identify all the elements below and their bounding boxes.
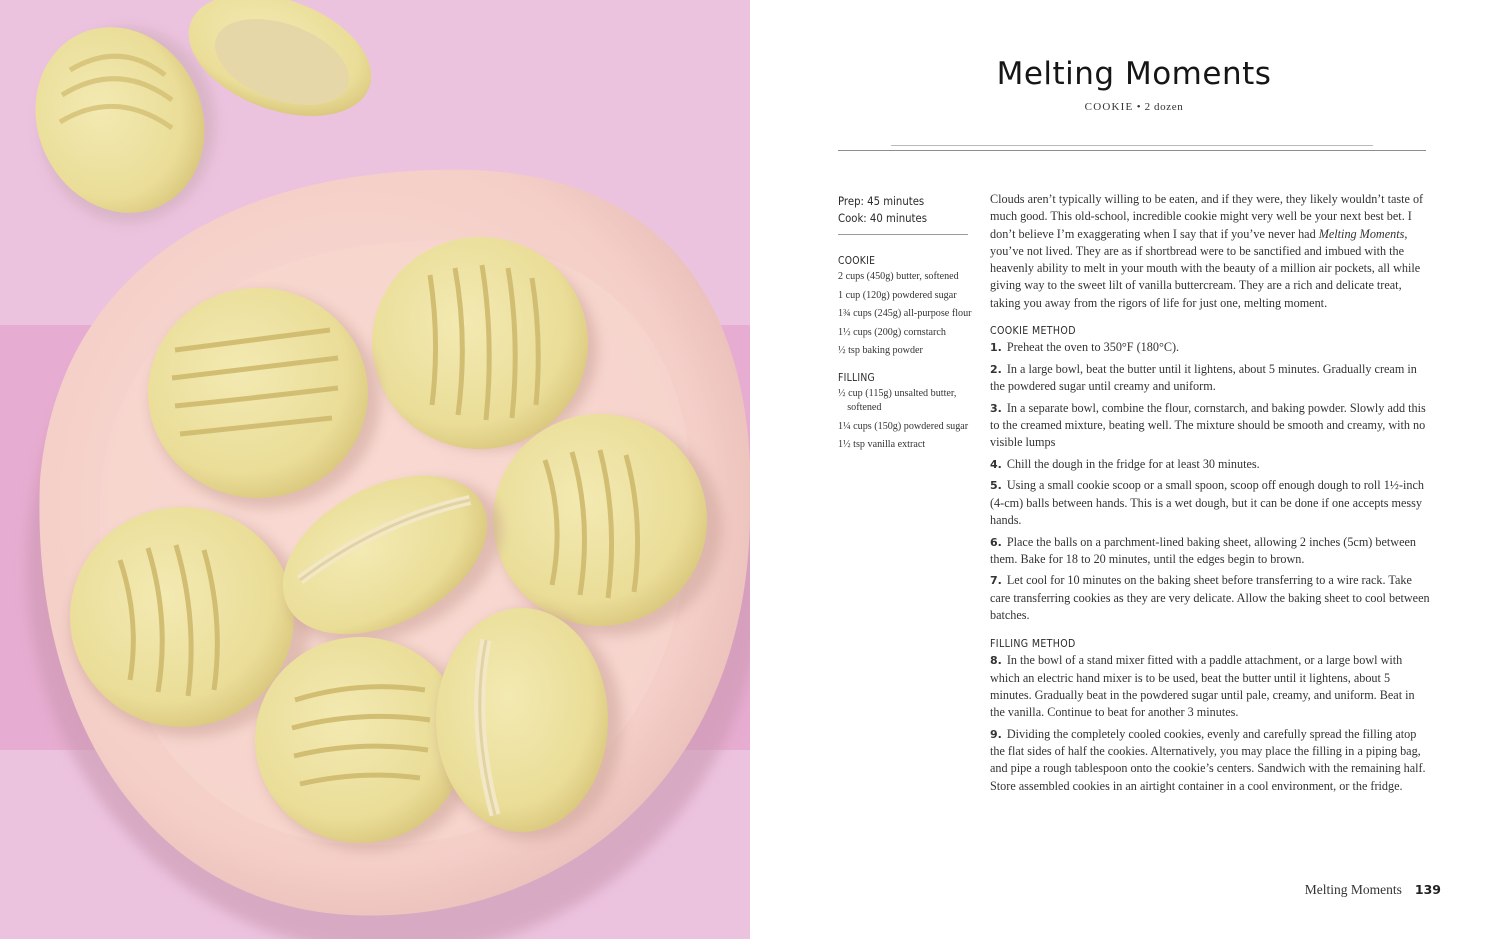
ingredients-sidebar: [838, 193, 970, 466]
step-text: In a separate bowl, combine the flour, cornstarch, and baking powder. Slowly add this to the creamed mixture, beating well. The mixture should be smooth and creamy, with no visible lumps: [990, 400, 1426, 450]
ingredient-item: ½ cup (115g) unsalted butter, softened: [838, 386, 957, 413]
intro-text: , you’ve not lived. They are as if shortbread were to be sanctified and imbued with the heavenly ability to melt in your mouth with the beauty of a million air pockets, all while giving way to the sweet lilt of vanilla buttercream. They are a rich and delicate treat, taking you away from the rigors of life for just one, melting moment.: [990, 226, 1421, 310]
method-step: [990, 456, 1430, 473]
ingredient-item: ½ tsp baking powder: [838, 344, 923, 356]
filling-ingredient-list: [838, 386, 970, 452]
recipe-page: [750, 0, 1500, 939]
method-step: [990, 477, 1430, 529]
method-step: [990, 572, 1430, 624]
subtitle-separator: •: [1136, 101, 1142, 113]
cook-time: Cook: 40 minutes: [838, 211, 928, 225]
step-text: In a large bowl, beat the butter until it lightens, about 5 minutes. Gradually cream in the powdered sugar until creamy and uniform.: [990, 361, 1417, 393]
recipe-category: COOKIE: [1084, 101, 1134, 113]
cookie-method-heading: COOKIE METHOD: [990, 325, 1076, 338]
recipe-body: [990, 191, 1430, 799]
intro-paragraph: [990, 191, 1430, 312]
cookie-ingredient-list: [838, 269, 970, 358]
step-number: 7.: [990, 574, 1002, 588]
step-text: Place the balls on a parchment-lined baking sheet, allowing 2 inches (5cm) between them. Bake for 18 to 20 minutes, until the edges begin to brown.: [990, 534, 1417, 566]
step-text: Let cool for 10 minutes on the baking sheet before transferring to a wire rack. Take care transferring cookies as they are very delicate. Allow the baking sheet to cool between batches.: [990, 573, 1430, 623]
step-text: Dividing the completely cooled cookies, evenly and carefully spread the filling atop the flat sides of half the cookies. Alternatively, you may place the filling in a piping bag, and pipe a rough tablespoon onto the cookie’s centers. Sandwich with the remaining half. Store assembled cookies in an airtight container in a cool environment, or the fridge.: [990, 726, 1426, 793]
ingredient-item: 2 cups (450g) butter, softened: [838, 270, 959, 282]
step-number: 8.: [990, 654, 1002, 668]
step-text: Preheat the oven to 350°F (180°C).: [1006, 340, 1180, 355]
method-step: [990, 339, 1430, 356]
ingredient-item: 1½ tsp vanilla extract: [838, 438, 926, 450]
recipe-title: Melting Moments: [996, 56, 1272, 92]
recipe-yield: 2 dozen: [1144, 101, 1184, 113]
step-number: 5.: [990, 479, 1002, 493]
ingredient-item: 1 cup (120g) powdered sugar: [838, 288, 957, 301]
method-step: [990, 652, 1430, 721]
method-step: [990, 400, 1430, 452]
prep-time: Prep: 45 minutes: [838, 194, 925, 208]
method-step: [990, 361, 1430, 396]
step-number: 9.: [990, 727, 1002, 741]
method-step: [990, 726, 1430, 795]
running-title: Melting Moments: [1304, 882, 1402, 897]
intro-italic-title: Melting Moments: [1318, 226, 1405, 241]
step-number: 3.: [990, 401, 1002, 415]
step-number: 1.: [990, 341, 1002, 355]
step-number: 4.: [990, 457, 1002, 471]
ingredient-group-heading: COOKIE: [838, 255, 876, 267]
title-rule-inner: [891, 145, 1373, 146]
ingredient-group-heading: FILLING: [838, 371, 875, 384]
filling-method-heading: FILLING METHOD: [990, 638, 1076, 651]
step-text: Using a small cookie scoop or a small spoon, scoop off enough dough to roll 1½-inch (4-cm) balls between hands. This is a wet dough, but it can be done if one accepts messy hands.: [990, 478, 1424, 527]
step-text: Chill the dough in the fridge for at least 30 minutes.: [1006, 456, 1260, 471]
step-number: 2.: [990, 362, 1002, 376]
ingredient-item: 1¾ cups (245g) all-purpose flour: [838, 307, 972, 319]
step-number: 6.: [990, 535, 1002, 549]
sidebar-rule: [838, 234, 968, 235]
step-text: In the bowl of a stand mixer fitted with a paddle attachment, or a large bowl with which an electric hand mixer is to be used, beat the butter until it lightens, about 5 minutes. Gradually beat in the powdered sugar until pale, creamy, and uniform. Beat in the vanilla. Continue to beat for another 3 minutes.: [990, 653, 1415, 720]
ingredient-item: 1½ cups (200g) cornstarch: [838, 325, 946, 338]
recipe-subtitle: [750, 101, 1500, 113]
cookie-method-steps: [990, 339, 1430, 624]
title-rule-outer: [838, 150, 1426, 151]
method-step: [990, 534, 1430, 569]
page-number: 139: [1414, 882, 1441, 897]
page-footer: [1305, 882, 1441, 898]
intro-text: Clouds aren’t typically willing to be eaten, and if they were, they likely wouldn’t taste of much good. This old-school, incredible cookie might very well be your next best bet. I don’t believe I’m exaggerating when I say that if you’ve never had: [990, 192, 1424, 241]
ingredient-item: 1¼ cups (150g) powdered sugar: [838, 419, 969, 432]
filling-method-steps: [990, 652, 1430, 795]
